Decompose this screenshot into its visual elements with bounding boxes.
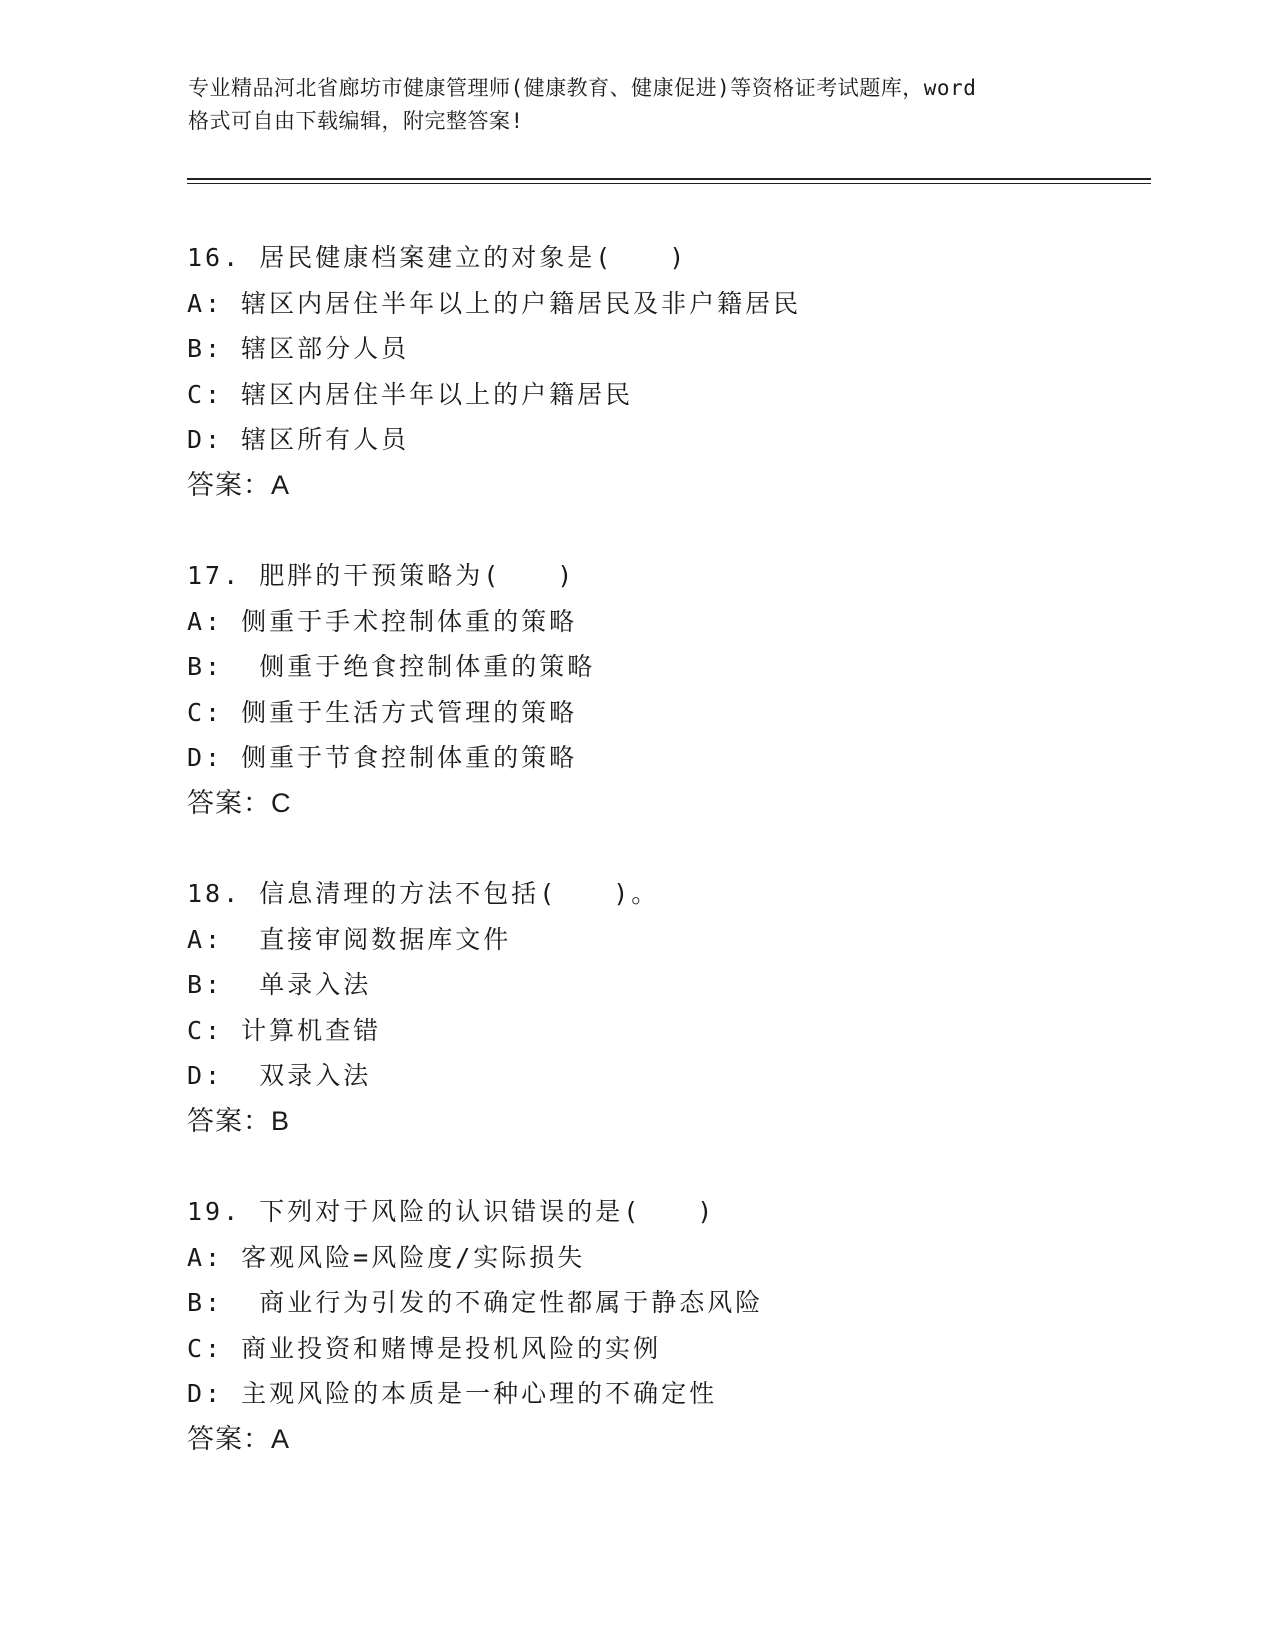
answer-line: 答案：C [187, 787, 292, 818]
question-stem: 18. 信息清理的方法不包括( )。 [187, 879, 660, 908]
option-b: B: 辖区部分人员 [187, 334, 410, 363]
option-b: B: 单录入法 [187, 970, 372, 999]
answer-line: 答案：B [187, 1105, 291, 1136]
question-18 [187, 871, 1137, 1144]
answer-line: 答案：A [187, 1423, 291, 1454]
question-list [187, 235, 1137, 1507]
question-stem: 17. 肥胖的干预策略为( ) [187, 561, 576, 590]
answer-line: 答案：A [187, 469, 291, 500]
option-c: C: 侧重于生活方式管理的策略 [187, 697, 578, 727]
question-stem: 16. 居民健康档案建立的对象是( ) [187, 243, 688, 272]
question-16 [187, 235, 1137, 508]
option-a: A: 辖区内居住半年以上的户籍居民及非户籍居民 [187, 288, 802, 318]
header-line-2: 格式可自由下载编辑，附完整答案! [188, 109, 524, 133]
header-line-1: 专业精品河北省廊坊市健康管理师(健康教育、健康促进)等资格证考试题库，word [188, 76, 977, 100]
option-d: D: 双录入法 [187, 1061, 372, 1090]
option-a: A: 客观风险=风险度/实际损失 [187, 1242, 586, 1272]
option-a: A: 直接审阅数据库文件 [187, 924, 512, 954]
option-d: D: 主观风险的本质是一种心理的不确定性 [187, 1379, 718, 1408]
option-b: B: 商业行为引发的不确定性都属于静态风险 [187, 1288, 764, 1317]
header-divider-top [187, 178, 1151, 180]
option-a: A: 侧重于手术控制体重的策略 [187, 606, 578, 636]
option-c: C: 商业投资和赌博是投机风险的实例 [187, 1333, 662, 1363]
option-d: D: 侧重于节食控制体重的策略 [187, 743, 578, 772]
header-divider-bottom [187, 183, 1151, 184]
option-c: C: 辖区内居住半年以上的户籍居民 [187, 379, 634, 409]
question-19 [187, 1189, 1137, 1462]
option-b: B: 侧重于绝食控制体重的策略 [187, 652, 596, 681]
question-17 [187, 553, 1137, 826]
option-d: D: 辖区所有人员 [187, 425, 410, 454]
option-c: C: 计算机查错 [187, 1015, 382, 1045]
document-header [188, 72, 1088, 138]
question-stem: 19. 下列对于风险的认识错误的是( ) [187, 1197, 716, 1226]
